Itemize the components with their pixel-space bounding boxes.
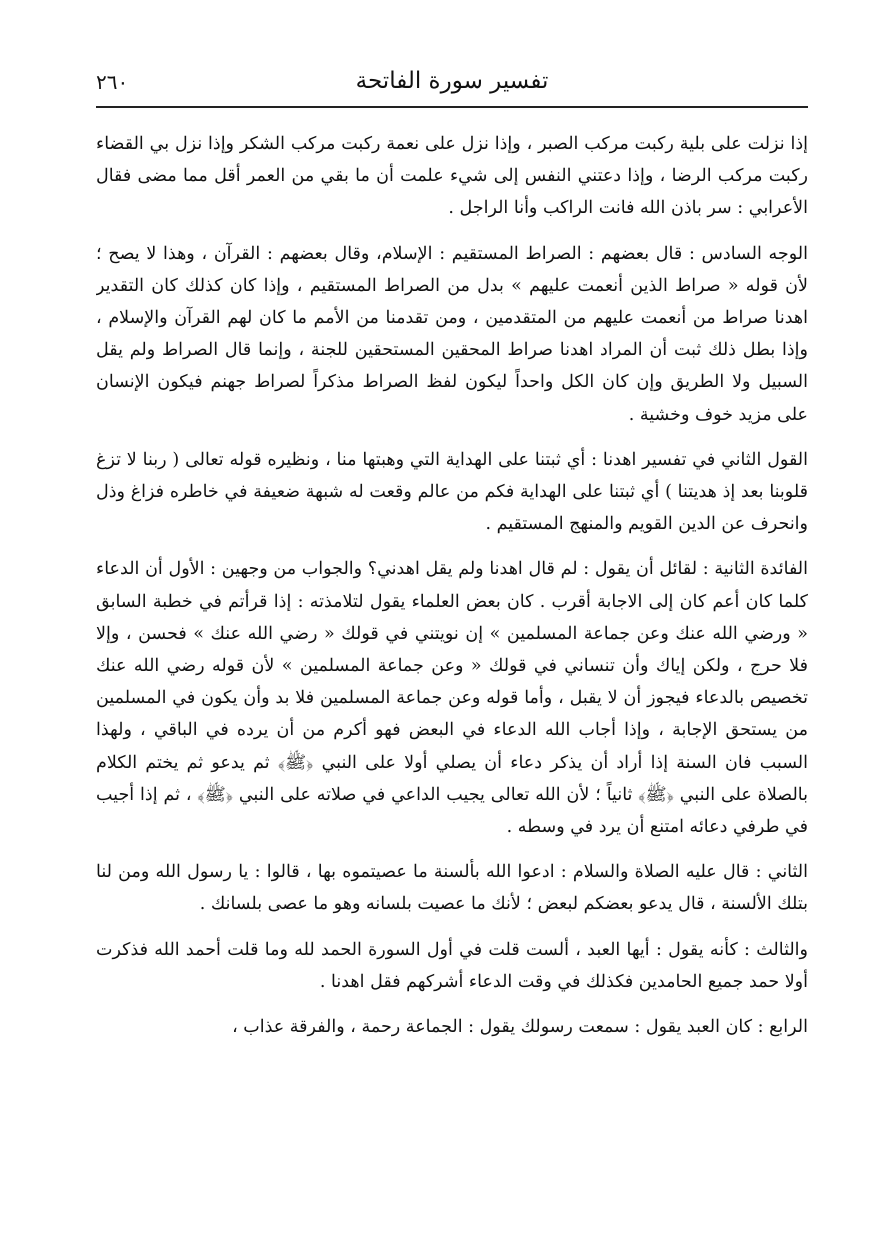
paragraph-4: الفائدة الثانية : لقائل أن يقول : لم قال اهدنا ولم يقل اهدني؟ والجواب من وجهين : الأول أن الدعاء كلما كان أعم كان إلى الاجابة أقرب . كان بعض العلماء يقول لتلامذته : إذا قرأتم في خطبة السابق « ورضي الله عنك وعن جماعة المسلمين » إن نويتني في قولك « رضي الله عنك » فحسن ، وإلا فلا حرج ، ولكن إياك وأن تنساني في قولك « وعن جماعة المسلمين » لأن قوله رضي الله عنك تخصيص بالدعاء فيجوز أن لا يقبل ، وأما قوله وعن جماعة المسلمين فلا بد وأن يكون في المسلمين من يستحق الإجابة ، وإذا أجاب الله الدعاء في البعض فهو أكرم من أن يرده في الباقي ، ولهذا السبب فان السنة إذا أراد أن يذكر دعاء أن يصلي أولا على النبي ﴿ﷺ﴾ ثم يدعو ثم يختم الكلام بالصلاة على النبي ﴿ﷺ﴾ ثانياً ؛ لأن الله تعالى يجيب الداعي في صلاته على النبي ﴿ﷺ﴾ ، ثم إذا أجيب في طرفي دعائه امتنع أن يرد في وسطه . bbox=[96, 559, 808, 838]
paragraph-1: إذا نزلت على بلية ركبت مركب الصبر ، وإذا نزل على نعمة ركبت مركب الشكر وإذا نزل بي القضاء ركبت مركب الرضا ، وإذا دعتني النفس إلى شيء علمت أن ما بقي من العمر أقل مما مضى فقال الأعرابي : سر باذن الله فانت الراكب وأنا الراجل . bbox=[96, 134, 808, 219]
running-title: تفسير سورة الفاتحة bbox=[355, 68, 549, 94]
page-body bbox=[96, 128, 808, 1228]
paragraph-2: الوجه السادس : قال بعضهم : الصراط المستقيم : الإسلام، وقال بعضهم : القرآن ، وهذا لا يصح ؛ لأن قوله « صراط الذين أنعمت عليهم » بدل من الصراط المستقيم ، وإذا كان كذلك كان التقدير اهدنا صراط من أنعمت عليهم من المتقدمين ، ومن تقدمنا من الأمم ما كان لهم القرآن والإسلام ، وإذا بطل ذلك ثبت أن المراد اهدنا صراط المحقين المستحقين للجنة ، وإنما قال الصراط ولم يقل السبيل ولا الطريق وإن كان الكل واحداً ليكون لفظ الصراط مذكراً لصراط جهنم فيكون الإنسان على مزيد خوف وخشية . bbox=[96, 243, 808, 425]
page-header bbox=[96, 62, 808, 108]
paragraph-3: القول الثاني في تفسير اهدنا : أي ثبتنا على الهداية التي وهبتها منا ، ونظيره قوله تعالى ( ربنا لا تزغ قلوبنا بعد إذ هديتنا ) أي ثبتنا على الهداية فكم من عالم وقعت له شبهة ضعيفة في خاطره فزاغ وذل وانحرف عن الدين القويم والمنهج المستقيم . bbox=[96, 449, 808, 535]
paragraph-5: الثاني : قال عليه الصلاة والسلام : ادعوا الله بألسنة ما عصيتموه بها ، قالوا : يا رسول الله ومن لنا بتلك الألسنة ، قال يدعو بعضكم لبعض ؛ لأنك ما عصيت بلسانه وهو ما عصى بلسانك . bbox=[96, 862, 808, 915]
paragraph-6: والثالث : كأنه يقول : أيها العبد ، ألست قلت في أول السورة الحمد لله وما قلت أحمد الله فذكرت أولا حمد جميع الحامدين فكذلك في وقت الدعاء أشركهم فقل اهدنا . bbox=[96, 939, 808, 992]
paragraph-7: الرابع : كان العبد يقول : سمعت رسولك يقول : الجماعة رحمة ، والفرقة عذاب ، bbox=[232, 1017, 808, 1038]
page-number: ٢٦٠ bbox=[96, 70, 129, 94]
